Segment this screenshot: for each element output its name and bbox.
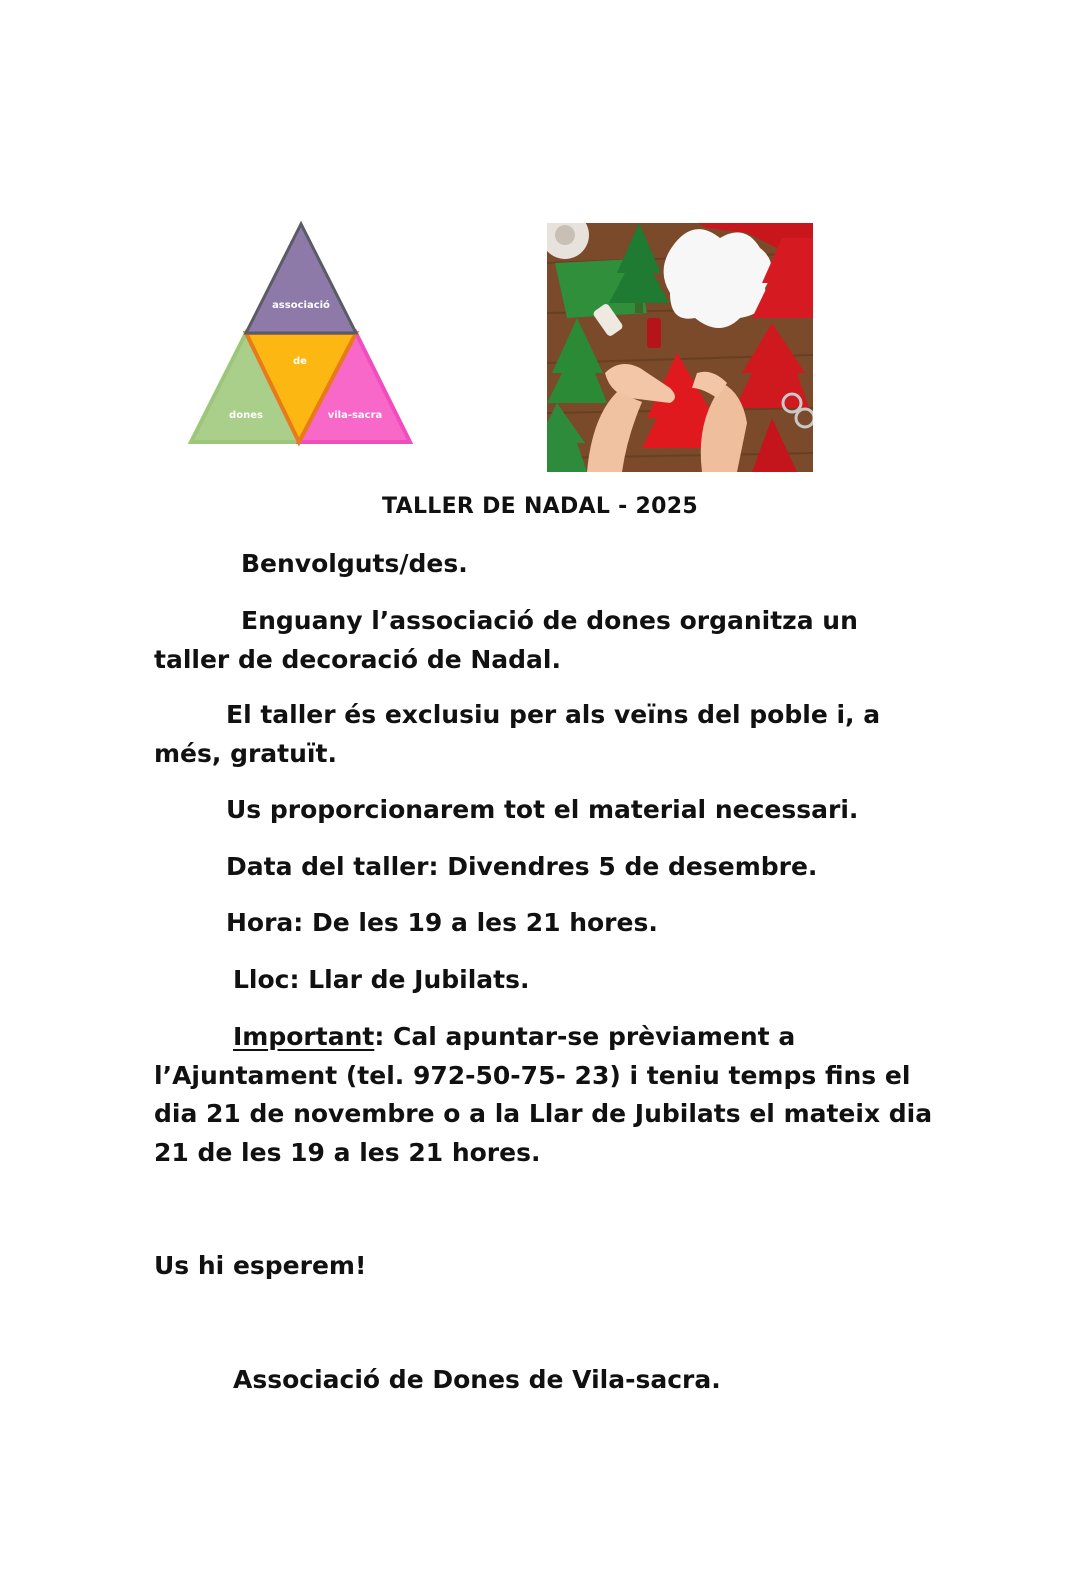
date-paragraph: [154, 848, 954, 887]
intro-line-1: Enguany l’associació de dones organitza un: [241, 606, 858, 635]
exclusive-paragraph: [154, 696, 954, 773]
important-line-3: dia 21 de novembre o a la Llar de Jubilats el mateix dia: [154, 1099, 933, 1128]
logo-top-triangle: [246, 224, 356, 333]
intro-paragraph: [154, 602, 954, 679]
felt-christmas-tree-sewing-photo: [547, 223, 813, 472]
important-label: Important: [233, 1022, 375, 1051]
greeting-text: Benvolguts/des.: [241, 549, 468, 578]
page-title: TALLER DE NADAL - 2025: [382, 494, 698, 519]
important-line-2: l’Ajuntament (tel. 972-50-75- 23) i teniu temps fins el: [154, 1060, 911, 1090]
signature-text: Associació de Dones de Vila-sacra.: [233, 1365, 721, 1394]
important-paragraph: [154, 1018, 954, 1172]
time-paragraph: [154, 904, 954, 943]
time-text: Hora: De les 19 a les 21 hores.: [226, 908, 658, 937]
date-text: Data del taller: Divendres 5 de desembre.: [226, 852, 818, 881]
place-text: Lloc: Llar de Jubilats.: [233, 965, 530, 994]
logo-word-associacio: associació: [272, 300, 330, 311]
signature-paragraph: [154, 1361, 954, 1400]
closing-text: Us hi esperem!: [154, 1251, 367, 1280]
greeting-paragraph: [154, 545, 954, 584]
important-line-1: : Cal apuntar-se prèviament a: [374, 1022, 796, 1051]
logo-word-vila-sacra: vila-sacra: [327, 410, 383, 421]
association-logo: [186, 220, 416, 448]
important-line-4: 21 de les 19 a les 21 hores.: [154, 1137, 541, 1167]
material-paragraph: [154, 791, 954, 830]
exclusive-line-1: El taller és exclusiu per als veïns del poble i, a: [226, 700, 881, 729]
logo-word-de: de: [293, 356, 307, 367]
place-paragraph: [154, 961, 954, 1000]
exclusive-line-2: més, gratuït.: [154, 738, 337, 768]
material-text: Us proporcionarem tot el material necessari.: [226, 795, 859, 824]
intro-line-2: taller de decoració de Nadal.: [154, 644, 561, 674]
closing-paragraph: [154, 1247, 954, 1286]
logo-word-dones: dones: [229, 410, 263, 421]
